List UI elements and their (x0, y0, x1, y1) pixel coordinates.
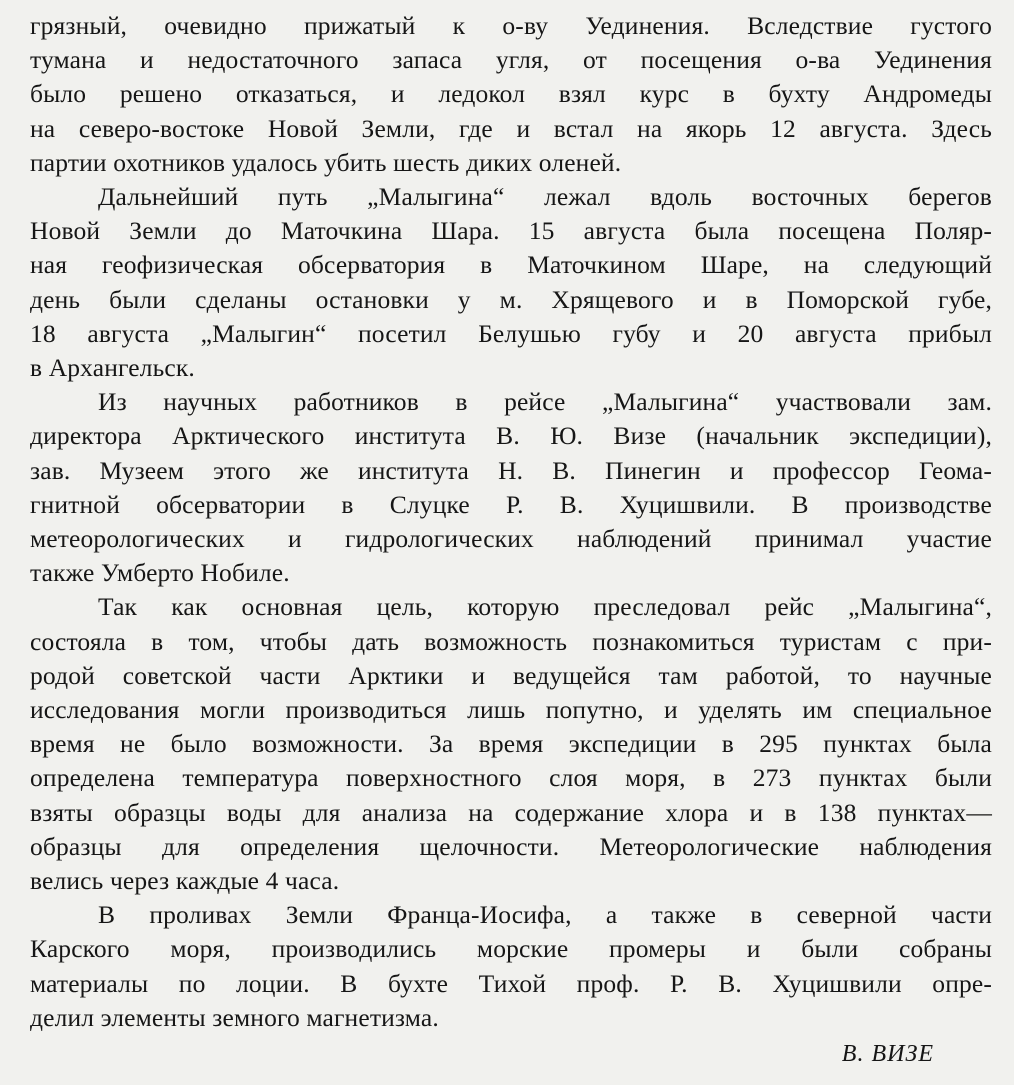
text-line: было решено отказаться, и ледокол взял курс в бухту Андромеды (30, 79, 992, 109)
text-line: материалы по лоции. В бухте Тихой проф. Р. В. Хуцишвили опре- (30, 968, 992, 998)
article-text (30, 9, 992, 1035)
text-line: Из научных работников в рейсе „Малыгина“ участвовали зам. (98, 387, 992, 417)
paragraph (30, 590, 992, 898)
paragraph (30, 9, 992, 180)
text-line: Дальнейший путь „Малыгина“ лежал вдоль восточных берегов (98, 182, 992, 212)
text-line: состояла в том, чтобы дать возможность познакомиться туристам с при- (30, 626, 992, 656)
text-line: грязный, очевидно прижатый к о-ву Уединения. Вследствие густого (30, 11, 992, 40)
text-line: родой советской части Арктики и ведущейся там работой, то научные (30, 660, 992, 690)
text-line: директора Арктического института В. Ю. Визе (начальник экспедиции), (30, 421, 992, 451)
paragraph (30, 385, 992, 590)
text-line: метеорологических и гидрологических наблюдений принимал участие (30, 524, 992, 554)
text-line: также Умберто Нобиле. (30, 558, 290, 588)
text-line: в Архангельск. (30, 353, 195, 383)
text-line: тумана и недостаточного запаса угля, от посещения о-ва Уединения (30, 45, 992, 75)
author-signature: В. ВИЗЕ (841, 1041, 934, 1067)
paragraph (30, 898, 992, 1035)
text-line: В проливах Земли Франца-Иосифа, а также в северной части (98, 900, 992, 930)
text-line: исследования могли производиться лишь попутно, и уделять им специальное (30, 695, 992, 725)
text-line: определена температура поверхностного слоя моря, в 273 пунктах были (30, 763, 992, 793)
text-line: на северо-востоке Новой Земли, где и встал на якорь 12 августа. Здесь (30, 113, 992, 143)
text-line: ная геофизическая обсерватория в Маточкином Шаре, на следующий (30, 250, 992, 280)
text-line: время не было возможности. За время экспедиции в 295 пунктах была (30, 729, 992, 759)
text-line: гнитной обсерватории в Слуцке Р. В. Хуцишвили. В производстве (30, 489, 992, 519)
text-line: день были сделаны остановки у м. Хрящевого и в Поморской губе, (30, 284, 992, 314)
text-line: Новой Земли до Маточкина Шара. 15 августа была посещена Поляр- (30, 216, 992, 246)
text-line: Карского моря, производились морские промеры и были собраны (30, 934, 992, 964)
text-line: зав. Музеем этого же института Н. В. Пинегин и профессор Геома- (30, 455, 992, 485)
text-line: 18 августа „Малыгин“ посетил Белушью губу и 20 августа прибыл (30, 318, 992, 348)
text-line: партии охотников удалось убить шесть диких оленей. (30, 147, 622, 177)
text-line: образцы для определения щелочности. Метеорологические наблюдения (30, 831, 992, 861)
text-line: делил элементы земного магнетизма. (30, 1002, 439, 1032)
paragraph (30, 180, 992, 385)
text-line: взяты образцы воды для анализа на содержание хлора и в 138 пунктах— (30, 797, 992, 827)
text-line: Так как основная цель, которую преследовал рейс „Малыгина“, (98, 592, 992, 622)
text-line: велись через каждые 4 часа. (30, 866, 340, 896)
